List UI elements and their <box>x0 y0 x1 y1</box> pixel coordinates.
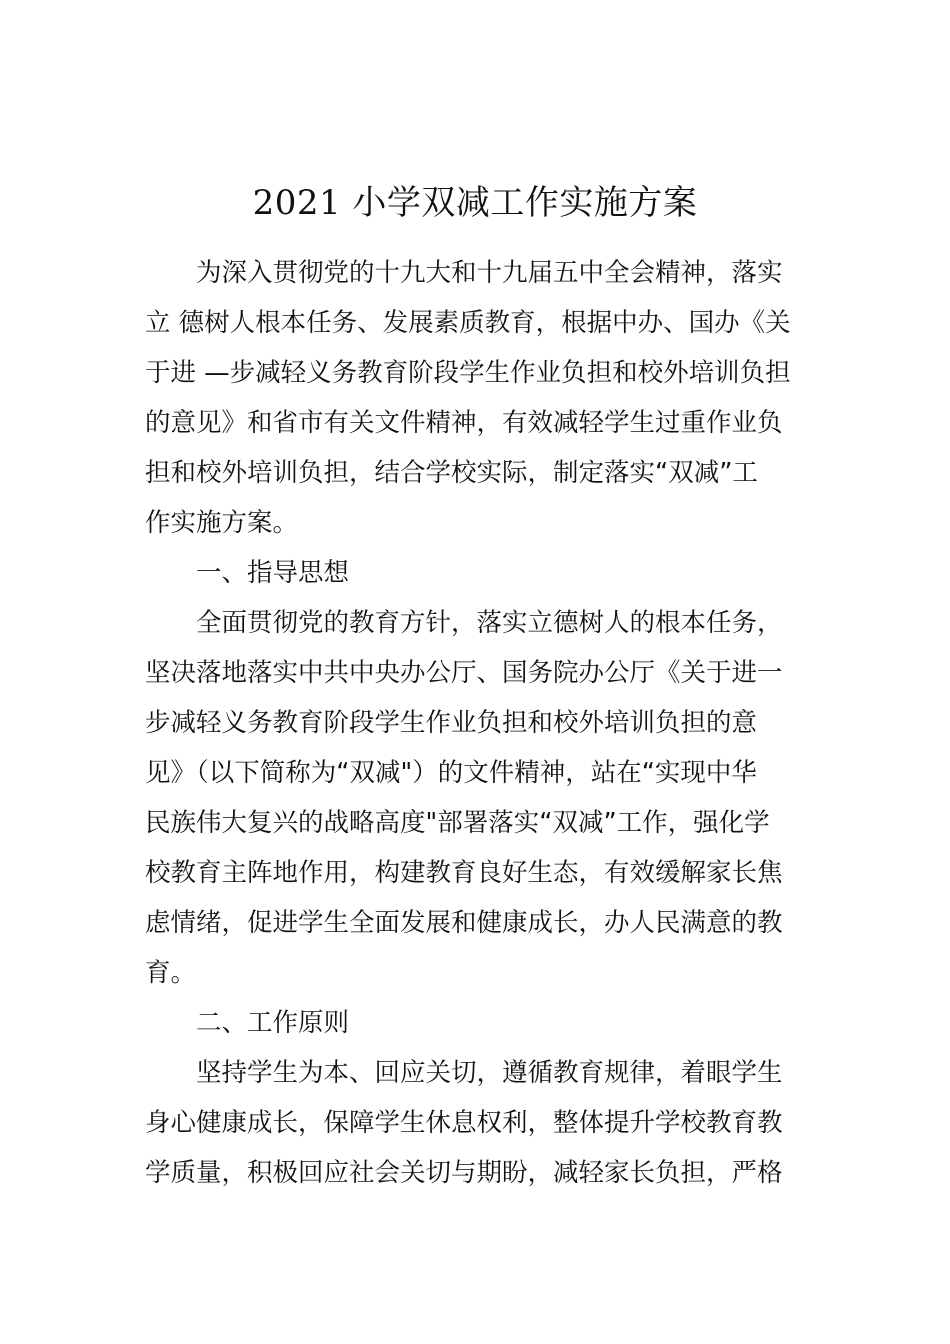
paragraph-line: 于进 —步减轻义务教育阶段学生作业负担和校外培训负担 <box>145 358 791 388</box>
paragraph-line: 育。 <box>145 958 197 988</box>
paragraph-line: 校教育主阵地作用，构建教育良好生态，有效缓解家长焦 <box>145 858 783 888</box>
paragraph-line: 立 德树人根本任务、发展素质教育，根据中办、国办《关 <box>145 308 791 338</box>
paragraph-line: 虑情绪，促进学生全面发展和健康成长，办人民满意的教 <box>145 908 783 938</box>
paragraph-line: 见》（以下简称为“双减"）的文件精神，站在“实现中华 <box>145 758 757 788</box>
paragraph-line: 身心健康成长，保障学生休息权利，整体提升学校教育教 <box>145 1108 783 1138</box>
section-heading: 一、指导思想 <box>145 558 350 588</box>
section-heading: 二、工作原则 <box>145 1008 350 1038</box>
paragraph-line: 步减轻义务教育阶段学生作业负担和校外培训负担的意 <box>145 708 758 738</box>
paragraph-line: 作实施方案。 <box>145 508 299 538</box>
paragraph-line: 担和校外培训负担，结合学校实际，制定落实“双减”工 <box>145 458 758 488</box>
paragraph-line: 学质量，积极回应社会关切与期盼，减轻家长负担，严格 <box>145 1158 783 1188</box>
paragraph-line: 的意见》和省市有关文件精神，有效减轻学生过重作业负 <box>145 408 783 438</box>
paragraph-line: 民族伟大复兴的战略高度"部署落实“双减”工作，强化学 <box>145 808 770 838</box>
paragraph-line: 全面贯彻党的教育方针，落实立德树人的根本任务， <box>145 608 783 638</box>
paragraph-line: 为深入贯彻党的十九大和十九届五中全会精神，落实 <box>145 258 783 288</box>
paragraph-line: 坚持学生为本、回应关切，遵循教育规律，着眼学生 <box>145 1058 783 1088</box>
paragraph-line: 坚决落地落实中共中央办公厅、国务院办公厅《关于进一 <box>145 658 783 688</box>
document-title: 2021 小学双减工作实施方案 <box>252 183 698 223</box>
